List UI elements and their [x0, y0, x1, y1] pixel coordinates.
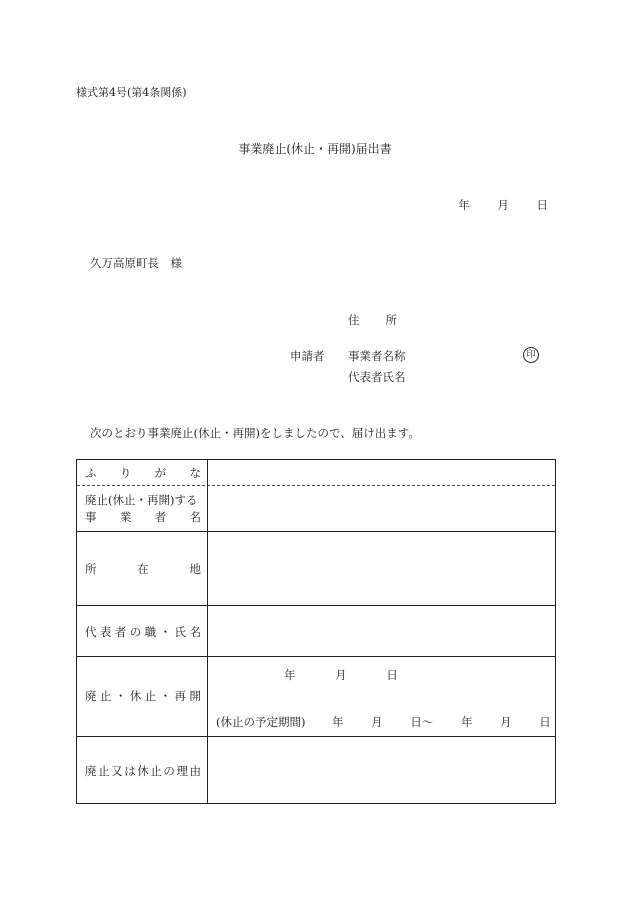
label-char: 者: [154, 510, 167, 524]
period-dates: [332, 714, 551, 730]
label-char: が: [154, 466, 167, 480]
table-row-status: [77, 656, 555, 736]
label-char: 止: [144, 689, 157, 703]
period-to-month: 月: [500, 715, 512, 729]
label-char: 止: [98, 764, 110, 778]
date-month-label: 月: [497, 198, 509, 212]
label-char: 地: [189, 562, 201, 576]
location-input-cell[interactable]: [208, 532, 555, 605]
label-char: 廃: [85, 764, 97, 778]
label-char: の: [163, 764, 175, 778]
location-label-cell: [77, 532, 208, 605]
label-char: 休: [129, 689, 142, 703]
label-char: 所: [85, 562, 97, 576]
label-char: 名: [189, 625, 201, 639]
status-date: [284, 667, 398, 683]
label-char: ふ: [85, 466, 97, 480]
label-char: ・: [159, 689, 172, 703]
label-char: 又: [111, 764, 123, 778]
label-char: 名: [189, 510, 201, 524]
status-label: [85, 688, 201, 704]
label-char: 止: [99, 689, 112, 703]
label-char: 在: [137, 562, 149, 576]
status-label-cell: [77, 657, 208, 736]
period-from-day: 日〜: [410, 715, 434, 729]
label-char: 職: [144, 625, 157, 639]
representative-input-cell[interactable]: [208, 606, 555, 656]
table-row-reason: [77, 736, 555, 803]
business-name-label: 事業者名称: [348, 349, 406, 363]
furigana-label: [85, 465, 201, 481]
notification-table: [76, 459, 556, 804]
label-char: り: [119, 466, 132, 480]
label-char: 者: [114, 625, 127, 639]
applicant-label: 申請者: [290, 349, 325, 363]
label-char: の: [129, 625, 142, 639]
label-char: 開: [189, 689, 201, 703]
representative-label: [85, 624, 201, 640]
period-from-month: 月: [371, 715, 383, 729]
reason-input-cell[interactable]: [208, 737, 555, 803]
status-date-day: 日: [386, 668, 398, 682]
label-char: 業: [119, 510, 132, 524]
location-label: [85, 561, 201, 577]
label-char: は: [124, 764, 136, 778]
table-row-location: [77, 531, 555, 605]
seal-mark: 印: [523, 347, 539, 363]
date-year-label: 年: [458, 198, 470, 212]
label-char: 事: [85, 510, 97, 524]
period-from-year: 年: [332, 715, 344, 729]
representative-name-label: 代表者氏名: [348, 370, 406, 384]
form-number: 様式第4号(第4条関係): [76, 86, 187, 99]
table-row-representative: [77, 605, 555, 656]
label-char: 氏: [174, 625, 187, 639]
document-title: 事業廃止(休止・再開)届出書: [238, 142, 392, 156]
furigana-input-cell[interactable]: [208, 460, 555, 485]
label-char: ・: [159, 625, 172, 639]
period-to-year: 年: [460, 715, 473, 729]
label-char: ・: [114, 689, 127, 703]
label-char: 理: [176, 764, 188, 778]
table-row-business-name: [77, 485, 555, 531]
business-label-cell: [77, 486, 208, 531]
status-date-month: 月: [335, 668, 347, 682]
status-date-year: 年: [284, 668, 296, 682]
label-char: 代: [85, 625, 97, 639]
date-day-label: 日: [536, 198, 548, 212]
representative-label-cell: [77, 606, 208, 656]
reason-label: [85, 763, 201, 779]
label-char: 再: [174, 689, 187, 703]
period-label: (休止の予定期間): [216, 715, 306, 729]
label-char: 止: [150, 764, 162, 778]
addressee: 久万高原町長 様: [90, 256, 182, 270]
label-char: 表: [99, 625, 112, 639]
business-name-input-cell[interactable]: [208, 486, 555, 531]
period-to-day: 日: [539, 715, 551, 729]
table-row-furigana: [77, 460, 555, 485]
reason-label-cell: [77, 737, 208, 803]
lead-text: 次のとおり事業廃止(休止・再開)をしましたので、届け出ます。: [90, 426, 420, 440]
label-char: 廃: [85, 689, 97, 703]
status-input-cell[interactable]: [208, 657, 555, 736]
business-label-line2: [85, 509, 201, 525]
label-char: な: [189, 466, 201, 480]
furigana-label-cell: [77, 460, 208, 485]
label-char: 由: [189, 764, 201, 778]
label-char: 休: [137, 764, 149, 778]
address-label: 住所: [348, 313, 423, 327]
date-line: [458, 197, 548, 213]
business-label-line1: 廃止(休止・再開)する: [85, 493, 198, 507]
